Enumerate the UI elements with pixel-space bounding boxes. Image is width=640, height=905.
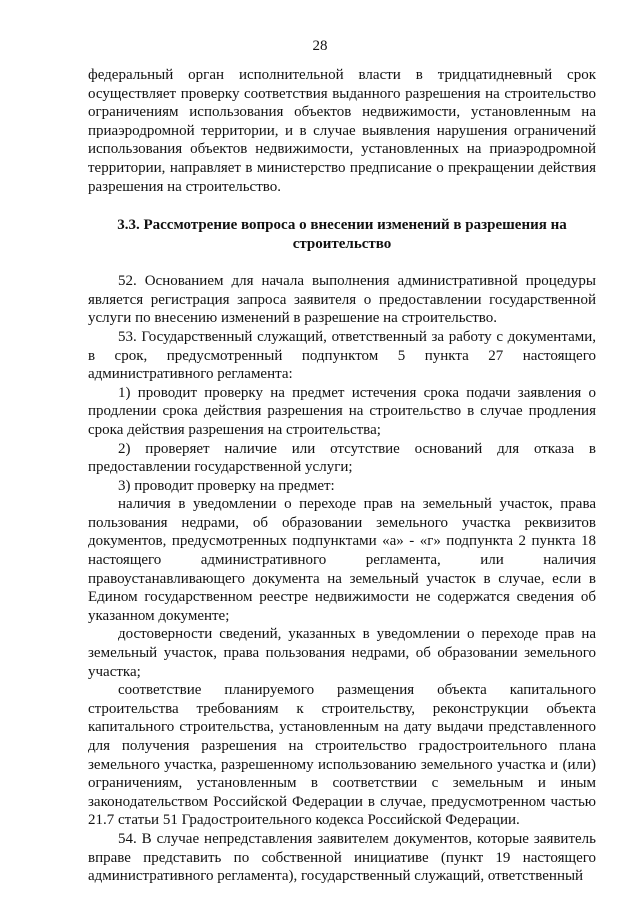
paragraph-53-item-3-b: достоверности сведений, указанных в уведомлении о переходе прав на земельный участок, права пользования недрами, об образовании земельного участка;: [88, 626, 596, 680]
paragraph-53-item-2: 2) проверяет наличие или отсутствие оснований для отказа в предоставлении государственной услуги;: [88, 440, 596, 476]
paragraph-53-item-3-c: соответствие планируемого размещения объекта капитального строительства требованиям к строительству, реконструкции объекта капитального строительства, установленным на дату выдачи представленного для получения разрешения на строительство градостроительного плана земельного участка, разрешенному использованию земельного участка и (или) ограничениям, установленным в соответствии с земельным и иным законодательством Российской Федерации в случае, предусмотренном частью 21.7 статьи 51 Градостроительного кодекса Российской Федерации.: [88, 682, 596, 829]
paragraph-54: 54. В случае непредставления заявителем документов, которые заявитель вправе представить по собственной инициативе (пункт 19 настоящего административного регламента), государственный служащий, ответственный: [88, 830, 596, 885]
section-heading: 3.3. Рассмотрение вопроса о внесении изменений в разрешения на строительство: [117, 217, 567, 253]
page-number: 28: [312, 38, 328, 54]
paragraph-53-item-1: 1) проводит проверку на предмет истечения срока подачи заявления о продлении срока действия разрешения на строительство в случае продления срока действия разрешения на строительства;: [88, 384, 596, 438]
paragraph-53-item-3-a: наличия в уведомлении о переходе прав на земельный участок, права пользования недрами, об образовании земельного участка реквизитов документов, предусмотренных подпунктами «а» - «г» подпункта 2 пункта 18 настоящего административного регламента, или наличия правоустанавливающего документа на земельный участок в случае, если в Едином государственном реестре недвижимости не содержатся сведения об указанном документе;: [88, 496, 596, 624]
paragraph-53: 53. Государственный служащий, ответственный за работу с документами, в срок, предусмотренный подпунктом 5 пункта 27 настоящего административного регламента:: [88, 328, 596, 383]
paragraph-52: 52. Основанием для начала выполнения административной процедуры является регистрация запроса заявителя о предоставлении государственной услуги по внесению изменений в разрешение на строительство.: [88, 273, 596, 327]
paragraph-53-item-3: 3) проводит проверку на предмет:: [118, 477, 335, 494]
paragraph-continuation: федеральный орган исполнительной власти в тридцатидневный срок осуществляет проверку соответствия выданного разрешения на строительство ограничениям использования объектов недвижимости, установленным на приаэродромной территории, и в случае выявления нарушения ограничений использования объектов недвижимости, установленных на приаэродромной территории, направляет в министерство предписание о прекращении действия разрешения на строительство.: [88, 67, 596, 195]
document-body: [88, 66, 596, 886]
